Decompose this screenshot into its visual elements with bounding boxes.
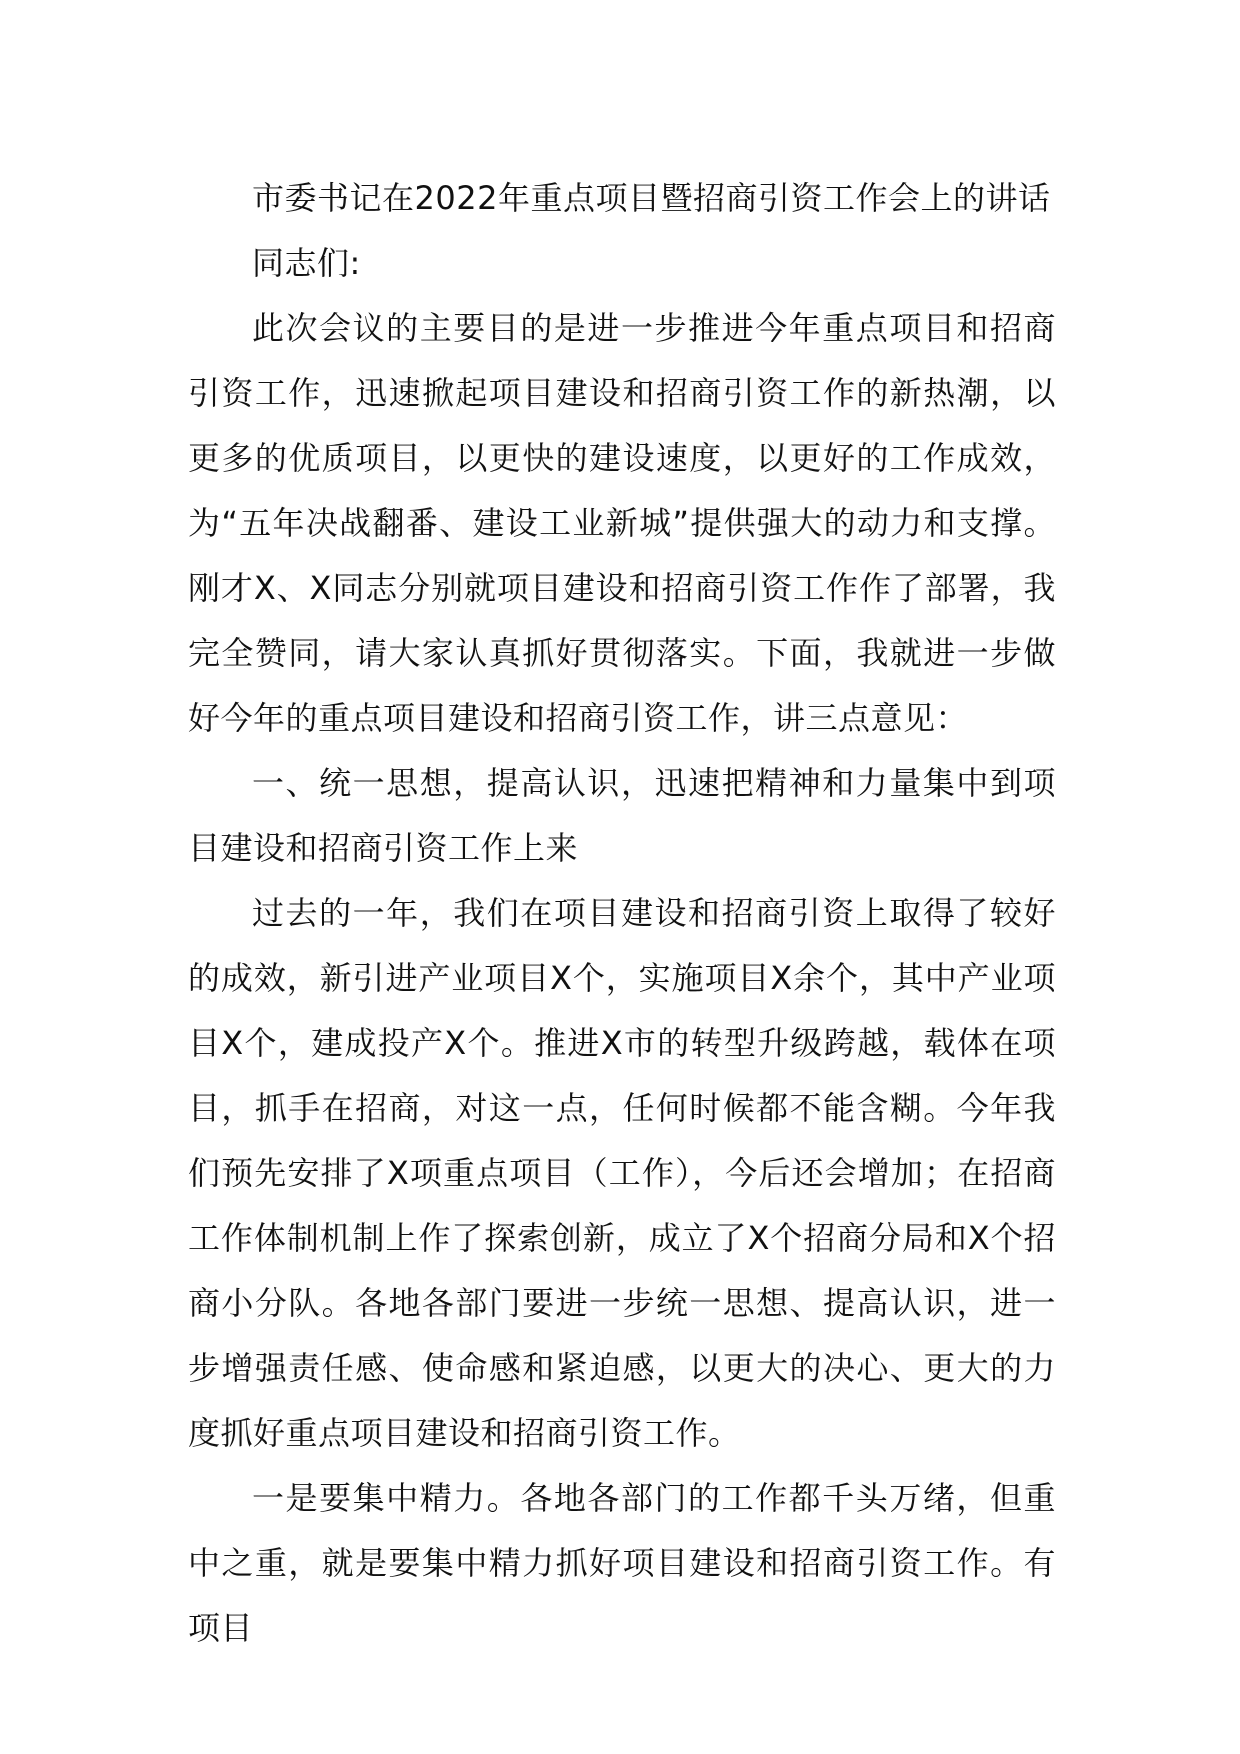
paragraph: 过去的一年，我们在项目建设和招商引资上取得了较好的成效，新引进产业项目X个，实施项目X余个，其中产业项目X个，建成投产X个。推进X市的转型升级跨越，载体在项目，抓手在招商，对这一点，任何时候都不能含糊。今年我们预先安排了X项重点项目（工作），今后还会增加；在招商工作体制机制上作了探索创新，成立了X个招商分局和X个招商小分队。各地各部门要进一步统一思想、提高认识，进一步增强责任感、使命感和紧迫感，以更大的决心、更大的力度抓好重点项目建设和招商引资工作。: [188, 894, 1056, 1452]
section-heading: 一、统一思想，提高认识，迅速把精神和力量集中到项目建设和招商引资工作上来: [188, 764, 1056, 867]
salutation: 同志们:: [252, 244, 361, 282]
paragraph: 一是要集中精力。各地各部门的工作都千头万绪，但重中之重，就是要集中精力抓好项目建设和招商引资工作。有项目: [188, 1479, 1056, 1647]
paragraph: 此次会议的主要目的是进一步推进今年重点项目和招商引资工作，迅速掀起项目建设和招商引资工作的新热潮，以更多的优质项目，以更快的建设速度，以更好的工作成效，为“五年决战翻番、建设工业新城”提供强大的动力和支撑。刚才X、X同志分别就项目建设和招商引资工作作了部署，我完全赞同，请大家认真抓好贯彻落实。下面，我就进一步做好今年的重点项目建设和招商引资工作，讲三点意见：: [188, 309, 1056, 737]
document-title: 市委书记在2022年重点项目暨招商引资工作会上的讲话: [252, 179, 1051, 217]
document-body: [188, 166, 1056, 1661]
